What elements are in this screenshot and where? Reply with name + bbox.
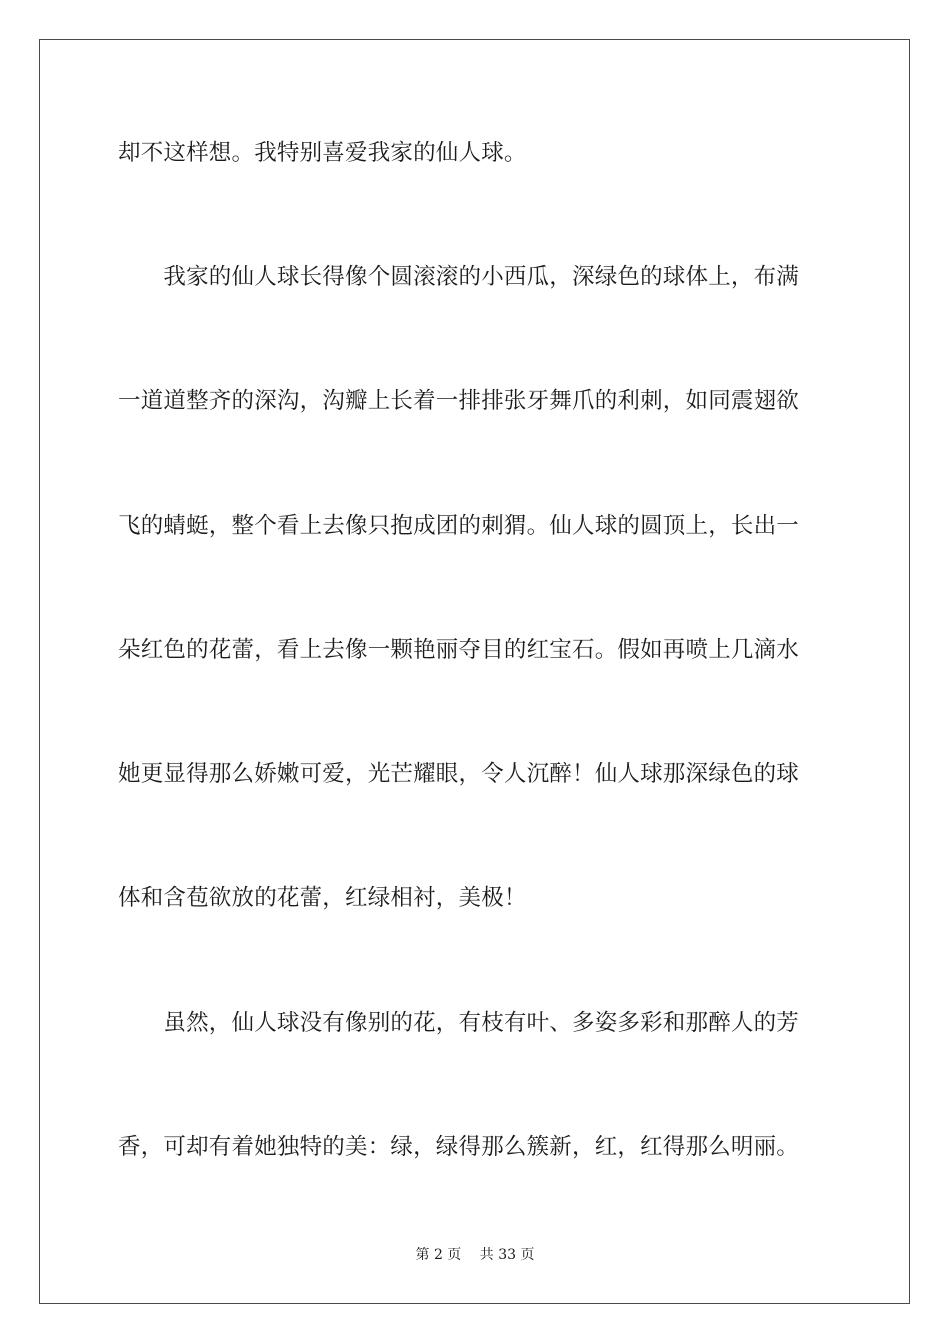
text-line: 一道道整齐的深沟，沟瓣上长着一排排张牙舞爪的利刺，如同震翅欲 xyxy=(118,388,800,414)
paragraph-start-line: 虽然，仙人球没有像别的花，有枝有叶、多姿多彩和那醉人的芳 xyxy=(118,1010,800,1036)
text-line: 飞的蜻蜓，整个看上去像只抱成团的刺猬。仙人球的圆顶上，长出一 xyxy=(118,513,800,539)
text-line: 却不这样想。我特别喜爱我家的仙人球。 xyxy=(118,140,527,166)
text-line: 她更显得那么娇嫩可爱，光芒耀眼，令人沉醉！仙人球那深绿色的球 xyxy=(118,761,800,787)
page-border xyxy=(39,39,910,1304)
paragraph-start-line: 我家的仙人球长得像个圆滚滚的小西瓜，深绿色的球体上，布满 xyxy=(118,264,800,290)
text-line: 体和含苞欲放的花蕾，红绿相衬，美极！ xyxy=(118,885,527,911)
text-line: 香，可却有着她独特的美：绿，绿得那么簇新，红，红得那么明丽。 xyxy=(118,1134,800,1160)
text-line: 朵红色的花蕾，看上去像一颗艳丽夺目的红宝石。假如再喷上几滴水 xyxy=(118,637,800,663)
page-number-footer: 第 2 页 共 33 页 xyxy=(415,1247,535,1263)
